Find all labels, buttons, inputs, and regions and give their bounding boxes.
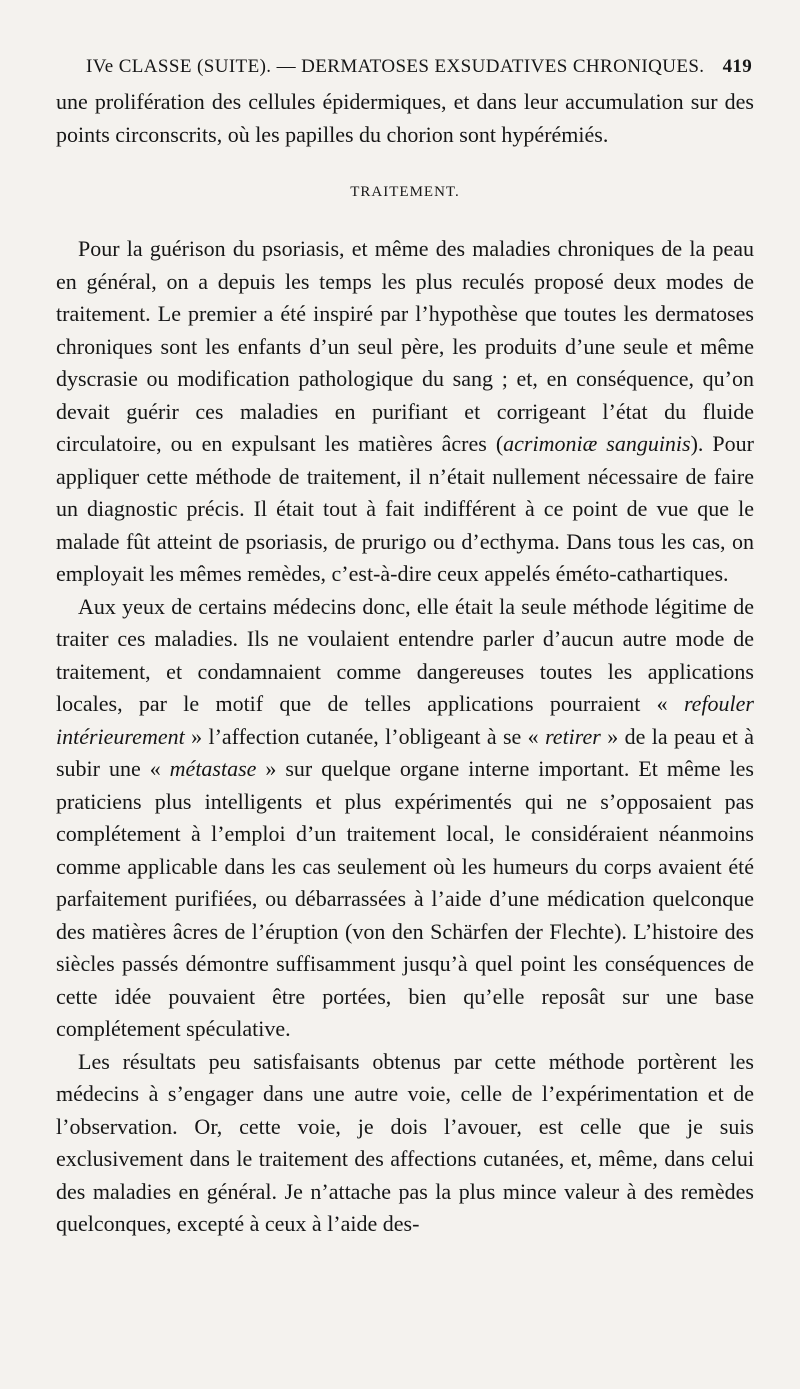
italic-term: métastase (169, 756, 257, 781)
paragraph (56, 591, 754, 1046)
paragraph-text: » sur quelque organe interne important. Et même les praticiens plus intelligents et plus expérimentés qui ne s’opposaient pas complétement à l’emploi d’un traitement local, le considéraient néanmoins comme applicable dans les cas seulement où les humeurs du corps avaient été parfaitement purifiées, ou débarrassées à l’aide d’une médication quelconque des matières âcres de l’éruption (von den Schärfen der Flechte). L’histoire des siècles passés démontre suffisamment jusqu’à quel point les conséquences de cette idée pouvaient être portées, bien qu’elle reposât sur une base complétement spéculative. (56, 756, 754, 1041)
paragraph-continuation: une prolifération des cellules épidermiques, et dans leur accumulation sur des points circonscrits, où les papilles du chorion sont hypérémiés. (56, 89, 754, 147)
paragraph-text: ). Pour appliquer cette méthode de traitement, il n’était nullement nécessaire de faire un diagnostic précis. Il était tout à fait indifférent à ce point de vue que le malade fût atteint de psoriasis, de prurigo ou d’ecthyma. Dans tous les cas, on employait les mêmes remèdes, c’est-à-dire ceux appelés éméto-cathartiques. (56, 431, 754, 586)
running-title: IVe CLASSE (SUITE). — DERMATOSES EXSUDATIVES CHRONIQUES. (86, 56, 705, 77)
page-number: 419 (722, 56, 752, 77)
paragraph-text: Pour la guérison du psoriasis, et même des maladies chroniques de la peau en général, on a depuis les temps les plus reculés proposé deux modes de traitement. Le premier a été inspiré par l’hypothèse que toutes les dermatoses chroniques sont les enfants d’un seul père, les produits d’une seule et même dyscrasie ou modification pathologique du sang ; et, en conséquence, qu’on devait guérir ces maladies en purifiant et corrigeant l’état du fluide circulatoire, ou en expulsant les matières âcres ( (56, 236, 754, 456)
paragraph-text: » l’affection cutanée, l’obligeant à se « (184, 723, 546, 749)
paragraph-text: Aux yeux de certains médecins donc, elle était la seule méthode légitime de traiter ces maladies. Ils ne voulaient entendre parler d’aucun autre mode de traitement, et condamnaient comme dangereuses toutes les applications locales, par le motif que de telles applications pourraient « (56, 593, 754, 716)
italic-term: acrimoniæ sanguinis (503, 431, 691, 456)
paragraph-text: » de la peau et à subir une « (56, 723, 754, 781)
italic-term: retirer (545, 723, 601, 749)
body-text (56, 86, 754, 1241)
italic-term: refouler intérieurement (56, 691, 754, 749)
section-heading: TRAITEMENT. (350, 184, 460, 200)
running-head (86, 56, 754, 78)
paragraph (56, 233, 754, 591)
paragraph: Les résultats peu satisfaisants obtenus par cette méthode portèrent les médecins à s’engager dans une autre voie, celle de l’expérimentation et de l’observation. Or, cette voie, je dois l’avouer, est celle que je suis exclusivement dans le traitement des affections cutanées, et, même, dans celui des maladies en général. Je n’attache pas la plus mince valeur à des remèdes quelconques, excepté à ceux à l’aide des- (56, 1048, 754, 1236)
